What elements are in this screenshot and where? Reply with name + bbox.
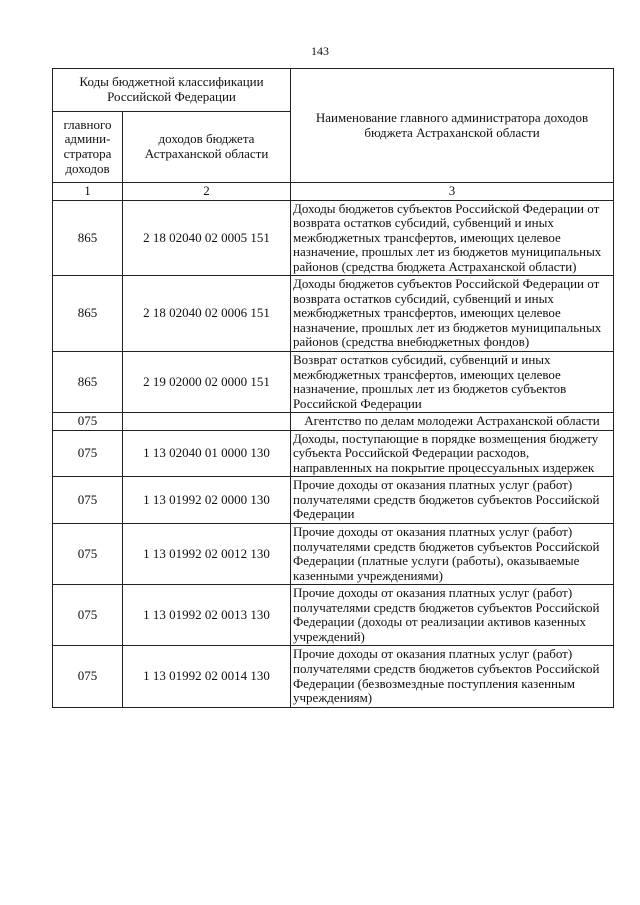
revenue-code-cell: 1 13 01992 02 0000 130 xyxy=(123,477,291,524)
table-row xyxy=(53,200,614,276)
revenue-name-cell: Доходы бюджетов субъектов Российской Федерации от возврата остатков субсидий, субвенций и иных межбюджетных трансфертов, имеющих целевое назначение, прошлых лет из бюджетов муниципальных районов (средства внебюджетных фондов) xyxy=(291,276,614,352)
header-group-title: Коды бюджетной классификации Российской Федерации xyxy=(53,69,291,112)
revenue-code-cell: 1 13 01992 02 0012 130 xyxy=(123,524,291,585)
revenue-name-cell: Возврат остатков субсидий, субвенций и иных межбюджетных трансфертов, имеющих целевое назначение, прошлых лет из бюджетов субъектов Российской Федерации xyxy=(291,352,614,413)
revenue-code-cell: 2 18 02040 02 0006 151 xyxy=(123,276,291,352)
admin-code-cell: 075 xyxy=(53,477,123,524)
admin-code-cell: 865 xyxy=(53,200,123,276)
revenue-code-cell: 2 18 02040 02 0005 151 xyxy=(123,200,291,276)
revenue-code-cell: 1 13 01992 02 0014 130 xyxy=(123,646,291,707)
table-row xyxy=(53,646,614,707)
table-row xyxy=(53,524,614,585)
table-row xyxy=(53,585,614,646)
admin-code-cell: 075 xyxy=(53,430,123,477)
revenue-name-cell: Прочие доходы от оказания платных услуг (работ) получателями средств бюджетов субъектов Российской Федерации (доходы от реализации активов казенных учреждений) xyxy=(291,585,614,646)
revenue-code-cell: 1 13 01992 02 0013 130 xyxy=(123,585,291,646)
revenue-name-cell: Агентство по делам молодежи Астраханской области xyxy=(291,413,614,431)
column-number-2: 2 xyxy=(123,183,291,201)
header-code-column: доходов бюджета Астраханской области xyxy=(123,112,291,183)
table-row xyxy=(53,430,614,477)
revenue-name-cell: Доходы бюджетов субъектов Российской Федерации от возврата остатков субсидий, субвенций и иных межбюджетных трансфертов, имеющих целевое назначение, прошлых лет из бюджетов муниципальных районов (средства бюджета Астраханской области) xyxy=(291,200,614,276)
revenue-name-cell: Прочие доходы от оказания платных услуг (работ) получателями средств бюджетов субъектов Российской Федерации xyxy=(291,477,614,524)
column-number-1: 1 xyxy=(53,183,123,201)
admin-code-cell: 075 xyxy=(53,524,123,585)
budget-classification-table xyxy=(52,68,614,708)
column-number-3: 3 xyxy=(291,183,614,201)
header-name-column: Наименование главного администратора доходов бюджета Астраханской области xyxy=(291,69,614,183)
admin-code-cell: 075 xyxy=(53,646,123,707)
table-row xyxy=(53,276,614,352)
table-row xyxy=(53,352,614,413)
revenue-code-cell: 1 13 02040 01 0000 130 xyxy=(123,430,291,477)
header-admin-column: главного админи-стратора доходов xyxy=(53,112,123,183)
revenue-name-cell: Доходы, поступающие в порядке возмещения бюджету субъекта Российской Федерации расходов, направленных на покрытие процессуальных издержек xyxy=(291,430,614,477)
revenue-name-cell: Прочие доходы от оказания платных услуг (работ) получателями средств бюджетов субъектов Российской Федерации (безвозмездные поступления казенным учреждениям) xyxy=(291,646,614,707)
admin-code-cell: 865 xyxy=(53,276,123,352)
revenue-code-cell xyxy=(123,413,291,431)
table-row xyxy=(53,477,614,524)
revenue-name-cell: Прочие доходы от оказания платных услуг (работ) получателями средств бюджетов субъектов Российской Федерации (платные услуги (работы), оказываемые казенными учреждениями) xyxy=(291,524,614,585)
revenue-code-cell: 2 19 02000 02 0000 151 xyxy=(123,352,291,413)
admin-code-cell: 075 xyxy=(53,413,123,431)
admin-code-cell: 865 xyxy=(53,352,123,413)
admin-code-cell: 075 xyxy=(53,585,123,646)
table-row xyxy=(53,413,614,431)
page-number: 143 xyxy=(311,44,329,58)
